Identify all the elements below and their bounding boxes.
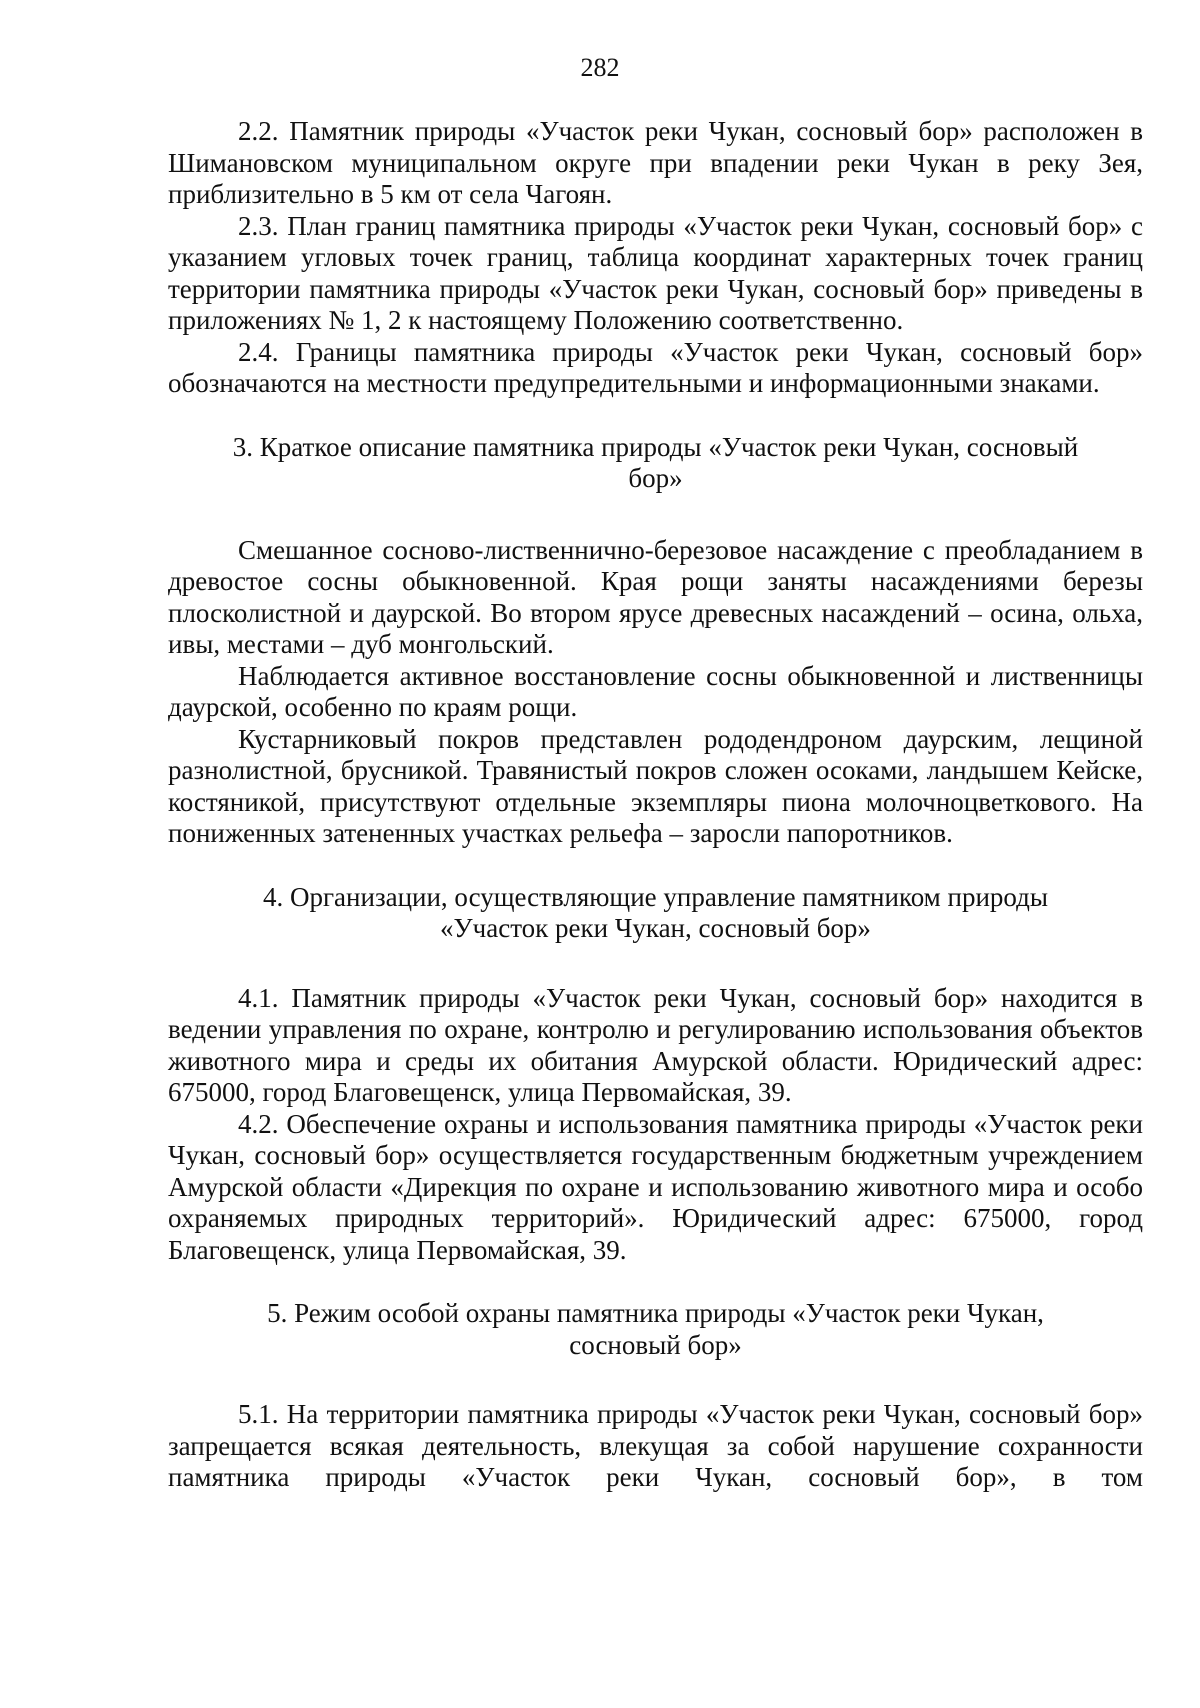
paragraph-2-3: 2.3. План границ памятника природы «Участок реки Чукан, сосновый бор» с указанием угловых точек границ, таблица координат характерных точек границ территории памятника природы «Участок реки Чукан, сосновый бор» приведены в приложениях № 1, 2 к настоящему Положению соответственно. <box>168 210 1143 335</box>
section-5-heading: 5. Режим особой охраны памятника природы «Участок реки Чукан, сосновый бор» <box>267 1298 1044 1360</box>
paragraph-3-2: Наблюдается активное восстановление сосны обыкновенной и лиственницы даурской, особенно по краям рощи. <box>168 660 1143 722</box>
paragraph-2-2: 2.2. Памятник природы «Участок реки Чукан, сосновый бор» расположен в Шимановском муниципальном округе при впадении реки Чукан в реку Зея, приблизительно в 5 км от села Чагоян. <box>168 116 1143 209</box>
page-number: 282 <box>580 53 620 82</box>
paragraph-3-3: Кустарниковый покров представлен рододендроном даурским, лещиной разнолистной, брусникой. Травянистый покров сложен осоками, ландышем Кейске, костяникой, присутствуют отдельные экземпляры пиона молочноцветкового. На пониженных затененных участках рельефа – заросли папоротников. <box>168 723 1143 848</box>
paragraph-2-4: 2.4. Границы памятника природы «Участок реки Чукан, сосновый бор» обозначаются на местности предупредительными и информационными знаками. <box>168 336 1143 398</box>
paragraph-4-1: 4.1. Памятник природы «Участок реки Чукан, сосновый бор» находится в ведении управления по охране, контролю и регулированию использования объектов животного мира и среды их обитания Амурской области. Юридический адрес: 675000, город Благовещенск, улица Первомайская, 39. <box>168 982 1143 1107</box>
section-3-heading: 3. Краткое описание памятника природы «Участок реки Чукан, сосновый бор» <box>232 431 1079 493</box>
paragraph-3-1: Смешанное сосново-лиственнично-березовое насаждение с преобладанием в древостое сосны обыкновенной. Края рощи заняты насаждениями березы плосколистной и даурской. Во втором ярусе древесных насаждений – осина, ольха, ивы, местами – дуб монгольский. <box>168 534 1143 659</box>
paragraph-5-1: 5.1. На территории памятника природы «Участок реки Чукан, сосновый бор» запрещается всякая деятельность, влекущая за собой нарушение сохранности памятника природы «Участок реки Чукан, сосновый бор», в том <box>168 1399 1143 1492</box>
section-4-heading: 4. Организации, осуществляющие управление памятником природы «Участок реки Чукан, сосновый бор» <box>262 881 1049 943</box>
paragraph-4-2: 4.2. Обеспечение охраны и использования памятника природы «Участок реки Чукан, сосновый бор» осуществляется государственным бюджетным учреждением Амурской области «Дирекция по охране и использованию животного мира и особо охраняемых природных территорий». Юридический адрес: 675000, город Благовещенск, улица Первомайская, 39. <box>168 1108 1143 1265</box>
document-body <box>168 116 1143 1494</box>
